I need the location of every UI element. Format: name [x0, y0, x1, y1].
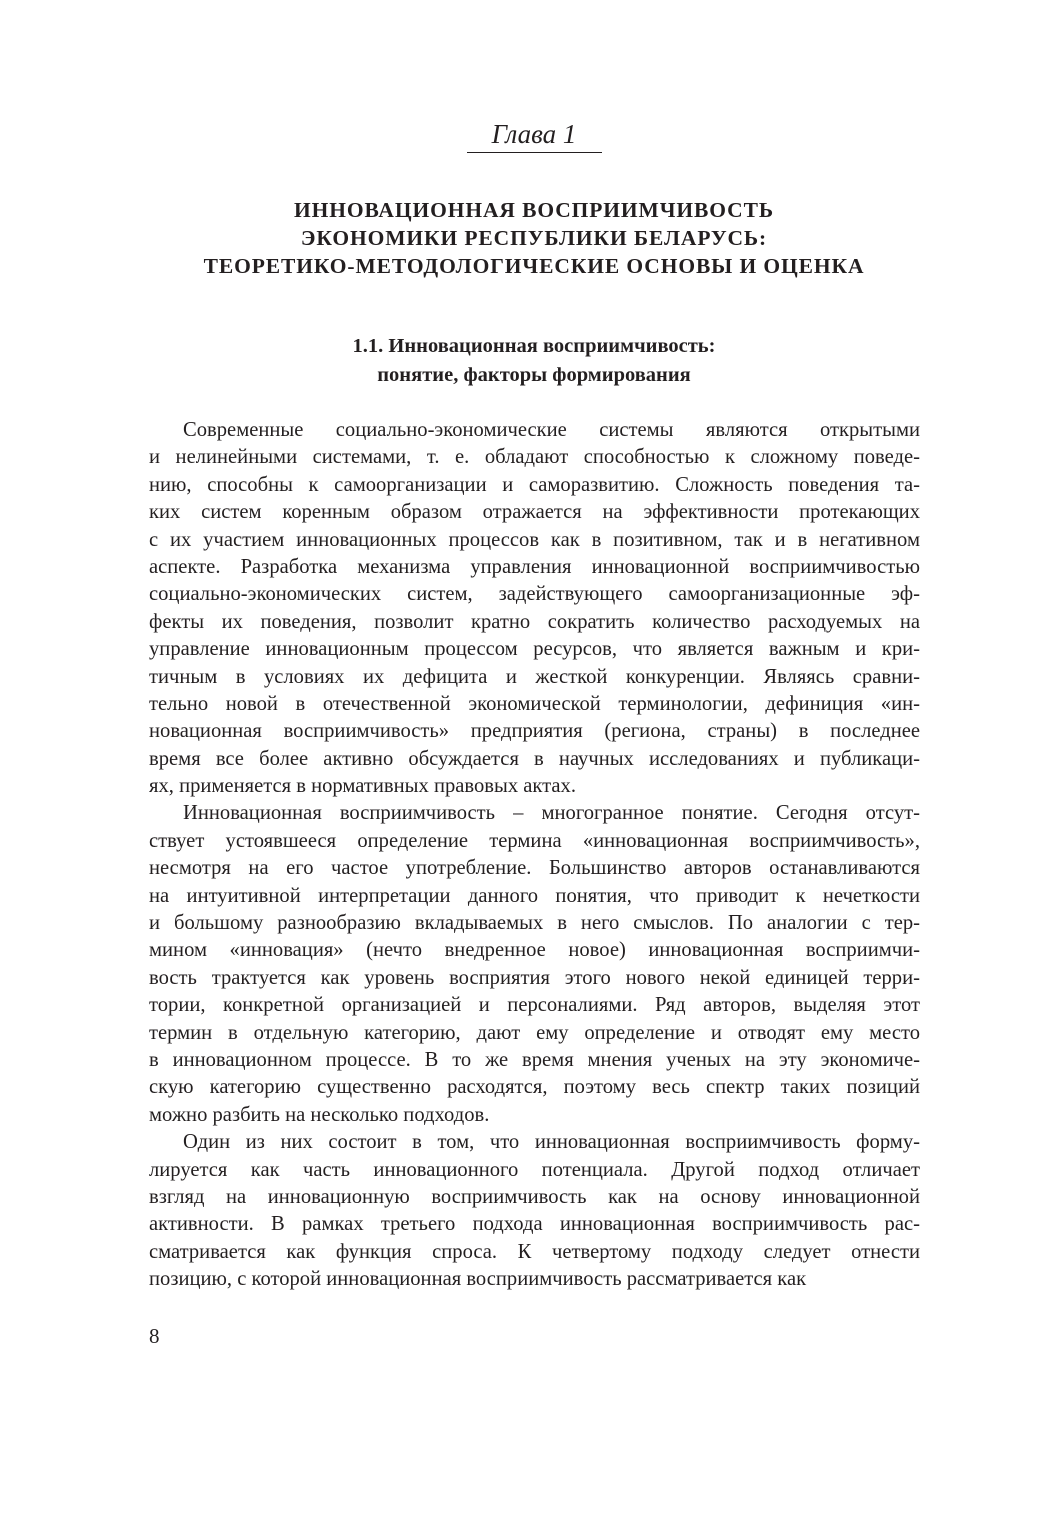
paragraph	[149, 800, 920, 1129]
text-line: позицию, с которой инновационная восприимчивость рассматривается как	[149, 1268, 807, 1291]
text-line: и большому разнообразию вкладываемых в него смыслов. По аналогии с тер-	[149, 912, 920, 935]
chapter-underline	[467, 152, 602, 153]
text-line: социально-экономических систем, задействующего самоорганизационные эф-	[149, 583, 920, 606]
text-line: активности. В рамках третьего подхода инновационная восприимчивость рас-	[149, 1213, 920, 1236]
text-line: лируется как часть инновационного потенциала. Другой подход отличает	[149, 1158, 920, 1181]
text-line: Инновационная восприимчивость – многогранное понятие. Сегодня отсут-	[183, 802, 920, 825]
chapter-label: Глава 1	[491, 119, 577, 149]
page-number: 8	[149, 1324, 160, 1348]
text-line: скую категорию существенно расходятся, поэтому весь спектр таких позиций	[149, 1076, 920, 1099]
text-line: несмотря на его частое употребление. Большинство авторов останавливаются	[149, 857, 920, 880]
text-line: можно разбить на несколько подходов.	[149, 1103, 490, 1126]
section-title	[0, 332, 1058, 390]
text-line: аспекте. Разработка механизма управления инновационной восприимчивостью	[149, 555, 920, 578]
body-text	[149, 417, 920, 1294]
text-line: тичным в условиях их дефицита и жесткой конкуренции. Являясь сравни-	[149, 665, 920, 688]
text-line: мином «инновация» (нечто внедренное новое) инновационная восприимчи-	[149, 939, 920, 962]
text-line: фекты их поведения, позволит кратно сократить количество расходуемых на	[149, 610, 920, 633]
text-line: Один из них состоит в том, что инновационная восприимчивость форму-	[183, 1131, 920, 1154]
text-line: на интуитивной интерпретации данного понятия, что приводит к нечеткости	[149, 884, 920, 907]
text-line: тельно новой в отечественной экономической терминологии, дефиниция «ин-	[149, 692, 920, 715]
text-line: новационная восприимчивость» предприятия (региона, страны) в последнее	[149, 720, 920, 743]
text-line: термин в отдельную категорию, дают ему определение и отводят ему место	[149, 1021, 920, 1044]
text-line: ких систем коренным образом отражается на эффективности протекающих	[149, 501, 920, 524]
section-title-line: понятие, факторы формирования	[377, 364, 691, 386]
text-line: Современные социально-экономические системы являются открытыми	[183, 419, 920, 441]
text-line: нию, способны к самоорганизации и саморазвитию. Сложность поведения та-	[149, 473, 920, 496]
text-line: управление инновационным процессом ресурсов, что является важным и кри-	[149, 638, 920, 661]
text-line: в инновационном процессе. В то же время мнения ученых на эту экономиче-	[149, 1048, 920, 1071]
text-line: и нелинейными системами, т. е. обладают способностью к сложному поведе-	[149, 446, 920, 469]
text-line: сматривается как функция спроса. К четвертому подходу следует отнести	[149, 1240, 920, 1263]
text-line: ях, применяется в нормативных правовых актах.	[149, 775, 576, 798]
paragraph	[149, 1129, 920, 1293]
text-line: с их участием инновационных процессов как в позитивном, так и в негативном	[149, 528, 920, 551]
paragraph	[149, 417, 920, 800]
chapter-title	[0, 196, 1058, 280]
text-line: вость трактуется как уровень восприятия этого нового некой единицей терри-	[149, 966, 920, 989]
text-line: ствует устоявшееся определение термина «инновационная восприимчивость»,	[149, 829, 920, 852]
section-title-line: 1.1. Инновационная восприимчивость:	[352, 335, 716, 357]
chapter-title-line: ЭКОНОМИКИ РЕСПУБЛИКИ БЕЛАРУСЬ:	[300, 226, 768, 250]
chapter-title-line: ИННОВАЦИОННАЯ ВОСПРИИМЧИВОСТЬ	[294, 198, 774, 222]
chapter-title-line: ТЕОРЕТИКО-МЕТОДОЛОГИЧЕСКИЕ ОСНОВЫ И ОЦЕНКА	[203, 254, 865, 278]
text-line: взгляд на инновационную восприимчивость как на основу инновационной	[149, 1185, 920, 1208]
text-line: тории, конкретной организацией и персоналиями. Ряд авторов, выделяя этот	[149, 994, 920, 1017]
text-line: время все более активно обсуждается в научных исследованиях и публикаци-	[149, 747, 920, 770]
